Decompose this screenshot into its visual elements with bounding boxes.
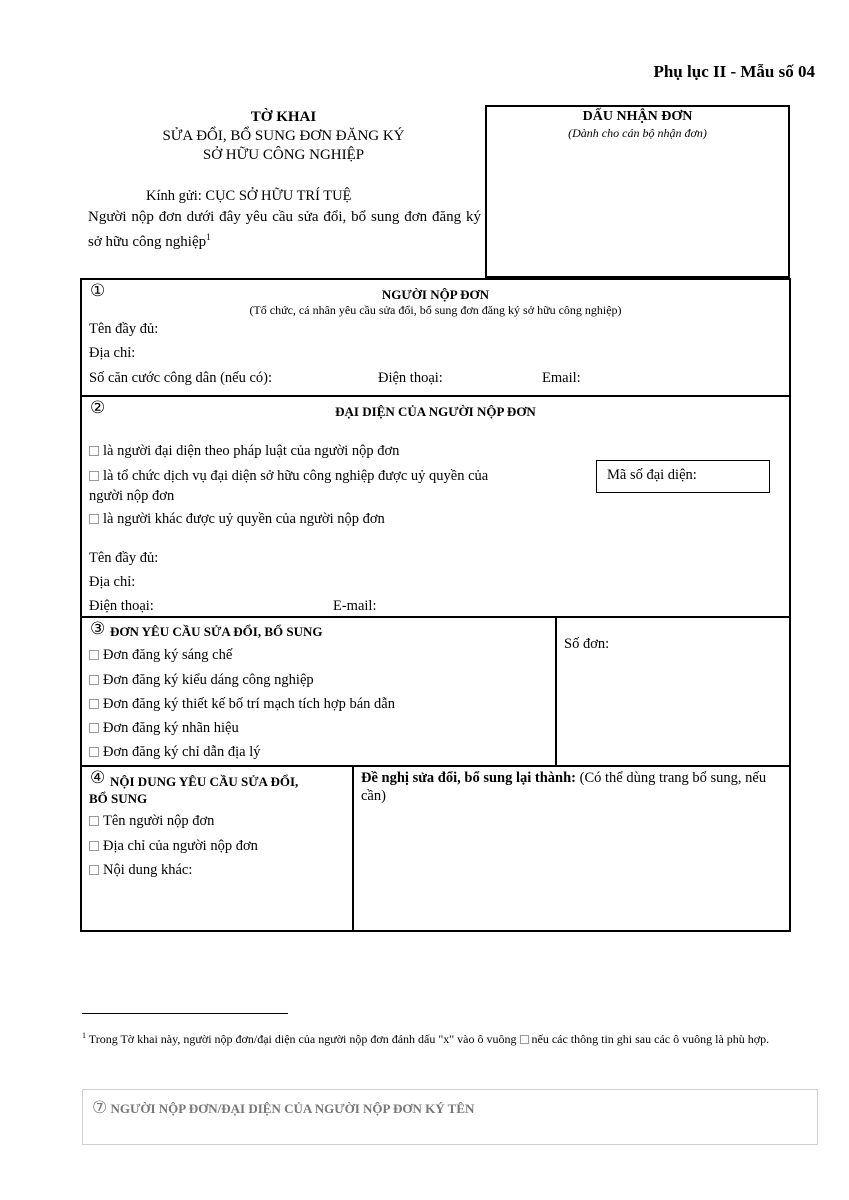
rep-name-label: Tên đầy đủ: (89, 550, 159, 566)
checkbox-icon (520, 1035, 529, 1044)
app-type-trademark[interactable] (89, 720, 239, 737)
app-type-patent[interactable] (89, 647, 232, 664)
appendix-label: Phụ lục II - Mẫu số 04 (653, 62, 815, 81)
section4-divider (352, 765, 354, 932)
applicant-id-label: Số căn cước công dân (nếu có): (89, 370, 273, 386)
footnote-text-after: nếu các thông tin ghi sau các ô vuông là phù hợp. (528, 1032, 770, 1046)
checkbox-icon[interactable] (89, 446, 99, 456)
section4-title-line1: NỘI DUNG YÊU CẦU SỬA ĐỔI, (110, 774, 299, 789)
footnote-text: Trong Tờ khai này, người nộp đơn/đại diện của người nộp đơn đánh dấu "x" vào ô vuông (86, 1032, 517, 1046)
footnote-ref: 1 (82, 1031, 86, 1040)
application-number-label: Số đơn: (564, 636, 610, 652)
rep-option-legal[interactable] (89, 443, 399, 460)
checkbox-icon[interactable] (89, 514, 99, 524)
footnote (82, 1027, 812, 1048)
checkbox-icon[interactable] (89, 865, 99, 875)
app-type-patent-label: Đơn đăng ký sáng chế (103, 647, 233, 663)
section7-number: ⑦ (92, 1098, 108, 1117)
app-type-gi-label: Đơn đăng ký chỉ dẫn địa lý (103, 744, 261, 760)
app-type-trademark-label: Đơn đăng ký nhãn hiệu (103, 720, 239, 736)
rep-option-other-label: là người khác được uỷ quyền của người nộp đơn (103, 511, 385, 527)
app-type-design-label: Đơn đăng ký kiểu dáng công nghiệp (103, 672, 314, 688)
proposal-note: (Có thể dùng trang bổ sung, nếu cần) (361, 770, 767, 804)
stamp-title: DẤU NHẬN ĐƠN (582, 109, 693, 124)
amend-other[interactable] (89, 862, 192, 879)
section2-title: ĐẠI DIỆN CỦA NGƯỜI NỘP ĐƠN (335, 404, 536, 419)
addressee: Kính gửi: CỤC SỞ HỮU TRÍ TUỆ (146, 188, 352, 204)
section4-number: ④ (90, 768, 106, 787)
section2-number: ② (90, 398, 106, 417)
proposal-text (361, 769, 781, 805)
section4-title-line2: BỔ SUNG (89, 791, 148, 806)
intro-footnote-ref: 1 (206, 232, 211, 242)
section-representative (80, 395, 791, 618)
section3-number: ③ (90, 619, 106, 638)
checkbox-icon[interactable] (89, 699, 99, 709)
app-type-design[interactable] (89, 672, 314, 689)
rep-option-service-line2: người nộp đơn (89, 488, 175, 504)
section1-subtitle: (Tổ chức, cá nhân yêu cầu sửa đổi, bổ sung đơn đăng ký sở hữu công nghiệp) (249, 303, 622, 317)
form-title (82, 108, 485, 165)
title-line-2: SỬA ĐỔI, BỔ SUNG ĐƠN ĐĂNG KÝ (162, 128, 405, 144)
amend-applicant-name[interactable] (89, 813, 214, 830)
rep-option-service-label: là tổ chức dịch vụ đại diện sở hữu công nghiệp được uỷ quyền của (103, 468, 489, 484)
applicant-name-label: Tên đầy đủ: (89, 321, 159, 337)
checkbox-icon[interactable] (89, 747, 99, 757)
rep-option-legal-label: là người đại diện theo pháp luật của người nộp đơn (103, 443, 400, 459)
rep-email-label: E-mail: (333, 598, 377, 614)
section7-title (92, 1098, 474, 1118)
section3-divider (555, 616, 557, 767)
agent-code-label: Mã số đại diện: (607, 467, 697, 483)
amend-applicant-address-label: Địa chỉ của người nộp đơn (103, 838, 258, 854)
checkbox-icon[interactable] (89, 723, 99, 733)
section3-title: ĐƠN YÊU CẦU SỬA ĐỔI, BỔ SUNG (110, 624, 323, 639)
checkbox-icon[interactable] (89, 650, 99, 660)
applicant-email-label: Email: (542, 370, 581, 386)
rep-option-service[interactable] (89, 468, 488, 485)
title-line-3: SỞ HỮU CÔNG NGHIỆP (202, 147, 365, 163)
footnote-separator (82, 1013, 288, 1014)
title-line-1: TỜ KHAI (250, 109, 317, 125)
app-type-gi[interactable] (89, 744, 260, 761)
app-type-layout[interactable] (89, 696, 395, 713)
applicant-phone-label: Điện thoại: (378, 370, 443, 386)
intro-body: Người nộp đơn dưới đây yêu cầu sửa đổi, bổ sung đơn đăng ký sở hữu công nghiệp (88, 209, 481, 250)
amend-other-label: Nội dung khác: (103, 862, 193, 878)
amend-applicant-address[interactable] (89, 838, 258, 855)
stamp-subtitle: (Dành cho cán bộ nhận đơn) (568, 126, 707, 140)
rep-phone-label: Điện thoại: (89, 598, 154, 614)
applicant-address-label: Địa chỉ: (89, 345, 136, 361)
intro-text (88, 207, 481, 252)
rep-option-other[interactable] (89, 511, 385, 528)
rep-address-label: Địa chỉ: (89, 574, 136, 590)
checkbox-icon[interactable] (89, 841, 99, 851)
checkbox-icon[interactable] (89, 816, 99, 826)
section1-title: NGƯỜI NỘP ĐƠN (381, 287, 490, 302)
proposal-bold: Đề nghị sửa đổi, bổ sung lại thành: (361, 770, 576, 786)
checkbox-icon[interactable] (89, 471, 99, 481)
section7-title-text: NGƯỜI NỘP ĐƠN/ĐẠI DIỆN CỦA NGƯỜI NỘP ĐƠN KÝ TÊN (110, 1101, 475, 1116)
app-type-layout-label: Đơn đăng ký thiết kế bố trí mạch tích hợp bán dẫn (103, 696, 395, 712)
section1-number: ① (90, 281, 106, 300)
amend-applicant-name-label: Tên người nộp đơn (103, 813, 215, 829)
checkbox-icon[interactable] (89, 675, 99, 685)
